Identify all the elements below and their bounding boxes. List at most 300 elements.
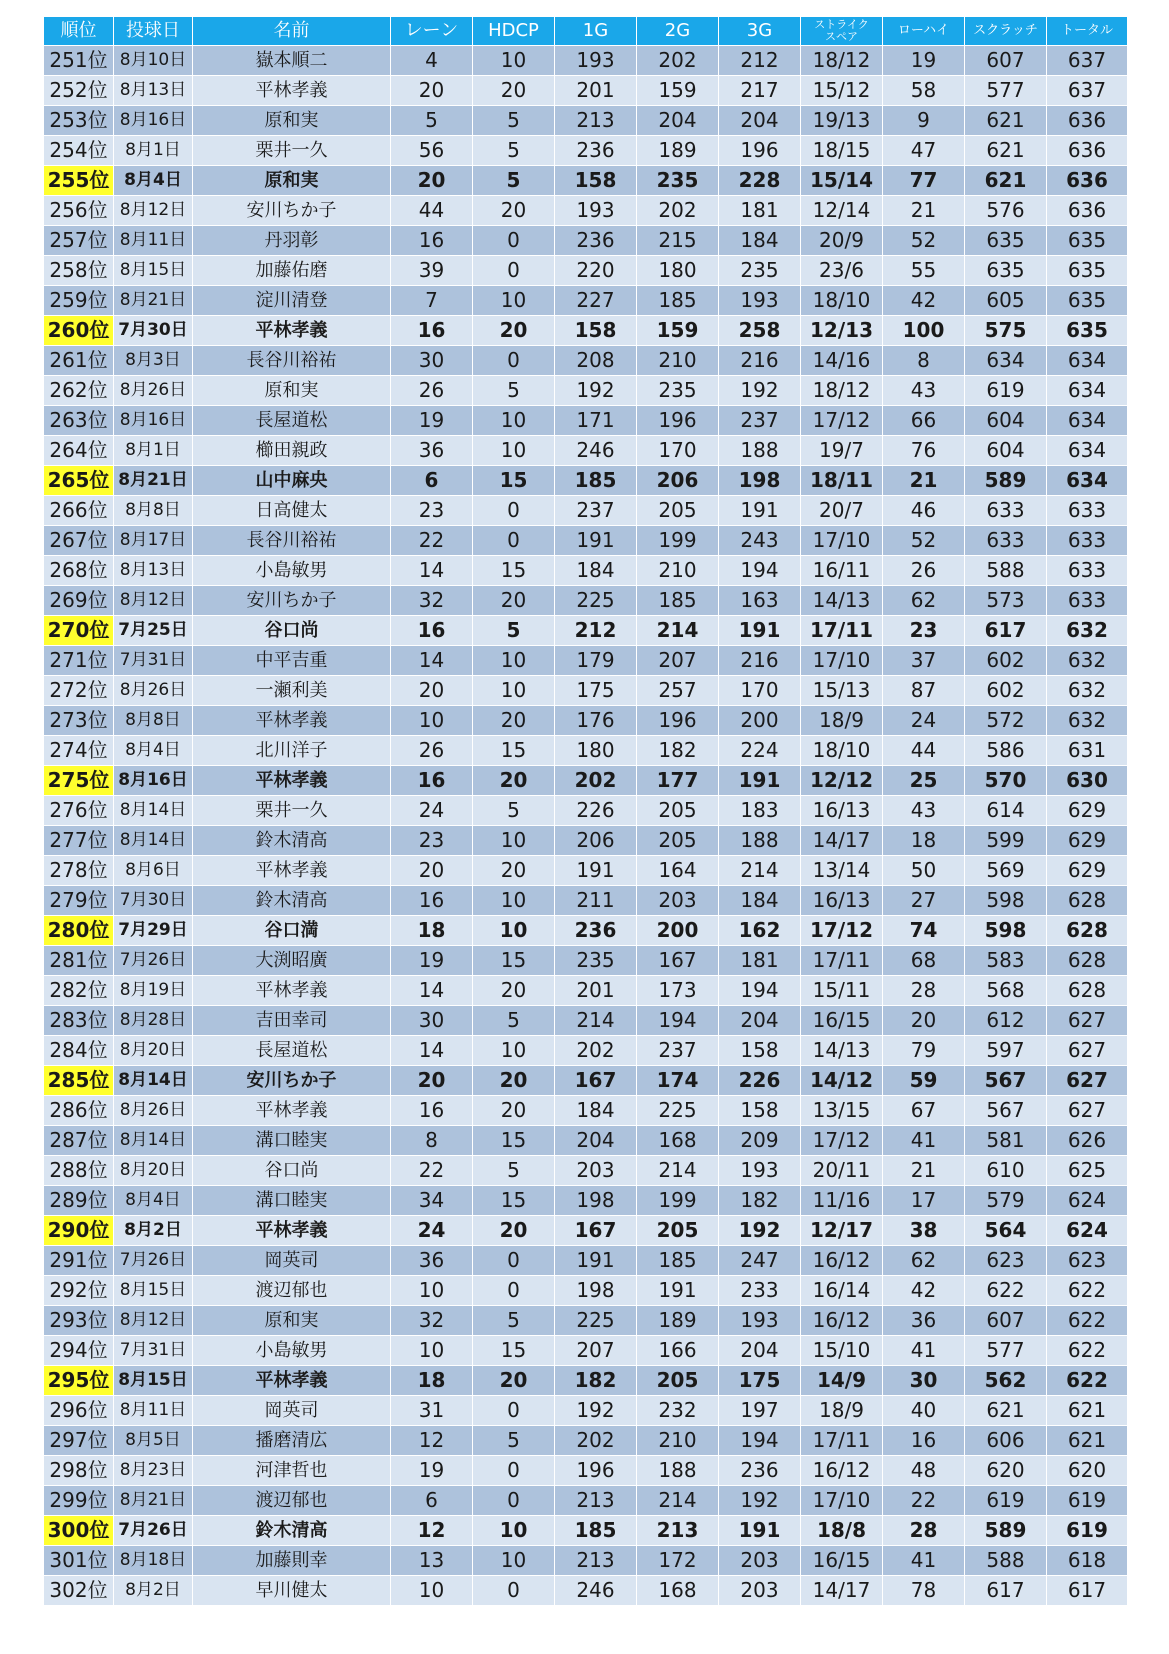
strike-spare-cell: 20/9 — [801, 226, 883, 256]
game2-cell: 185 — [637, 1246, 719, 1276]
game1-cell: 211 — [555, 886, 637, 916]
date-cell: 8月13日 — [114, 556, 193, 586]
low-high-cell: 52 — [883, 526, 965, 556]
hdcp-cell: 0 — [473, 526, 555, 556]
rank-cell: 279位 — [44, 886, 114, 916]
scratch-cell: 570 — [965, 766, 1047, 796]
scratch-cell: 617 — [965, 1576, 1047, 1606]
header-row — [44, 17, 1128, 46]
lane-cell: 14 — [391, 556, 473, 586]
total-cell: 629 — [1047, 796, 1128, 826]
rank-cell: 261位 — [44, 346, 114, 376]
rank-cell: 292位 — [44, 1276, 114, 1306]
lane-cell: 10 — [391, 1276, 473, 1306]
table-row — [44, 736, 1128, 766]
name-cell: 鈴木清高 — [193, 1516, 391, 1546]
low-high-cell: 47 — [883, 136, 965, 166]
game3-cell: 191 — [719, 766, 801, 796]
scratch-cell: 576 — [965, 196, 1047, 226]
scratch-cell: 589 — [965, 466, 1047, 496]
game3-cell: 196 — [719, 136, 801, 166]
low-high-cell: 21 — [883, 1156, 965, 1186]
name-cell: 栗井一久 — [193, 796, 391, 826]
scratch-cell: 567 — [965, 1096, 1047, 1126]
total-cell: 632 — [1047, 616, 1128, 646]
name-cell: 吉田幸司 — [193, 1006, 391, 1036]
table-row — [44, 1126, 1128, 1156]
total-cell: 632 — [1047, 706, 1128, 736]
date-cell: 8月14日 — [114, 826, 193, 856]
table-row — [44, 1066, 1128, 1096]
rank-cell: 267位 — [44, 526, 114, 556]
scratch-cell: 598 — [965, 916, 1047, 946]
game3-cell: 191 — [719, 616, 801, 646]
lane-cell: 34 — [391, 1186, 473, 1216]
game2-cell: 214 — [637, 1156, 719, 1186]
game3-cell: 228 — [719, 166, 801, 196]
date-cell: 8月8日 — [114, 706, 193, 736]
hdcp-cell: 5 — [473, 1006, 555, 1036]
low-high-cell: 40 — [883, 1396, 965, 1426]
name-cell: 北川洋子 — [193, 736, 391, 766]
game2-cell: 205 — [637, 1216, 719, 1246]
date-cell: 8月12日 — [114, 196, 193, 226]
table-row — [44, 1396, 1128, 1426]
total-cell: 634 — [1047, 436, 1128, 466]
game2-cell: 159 — [637, 316, 719, 346]
scratch-cell: 604 — [965, 436, 1047, 466]
strike-spare-cell: 18/9 — [801, 706, 883, 736]
header-lane: レーン — [391, 17, 473, 46]
hdcp-cell: 15 — [473, 466, 555, 496]
strike-spare-cell: 18/12 — [801, 46, 883, 76]
hdcp-cell: 0 — [473, 226, 555, 256]
table-row — [44, 826, 1128, 856]
name-cell: 岡英司 — [193, 1396, 391, 1426]
rank-cell: 270位 — [44, 616, 114, 646]
total-cell: 621 — [1047, 1396, 1128, 1426]
table-row — [44, 166, 1128, 196]
total-cell: 636 — [1047, 136, 1128, 166]
game2-cell: 202 — [637, 196, 719, 226]
hdcp-cell: 5 — [473, 136, 555, 166]
strike-spare-cell: 15/13 — [801, 676, 883, 706]
table-row — [44, 1276, 1128, 1306]
name-cell: 大渕昭廣 — [193, 946, 391, 976]
low-high-cell: 27 — [883, 886, 965, 916]
game3-cell: 233 — [719, 1276, 801, 1306]
lane-cell: 10 — [391, 706, 473, 736]
table-row — [44, 106, 1128, 136]
rank-cell: 251位 — [44, 46, 114, 76]
lane-cell: 8 — [391, 1126, 473, 1156]
header-strike-spare — [801, 17, 883, 46]
date-cell: 7月25日 — [114, 616, 193, 646]
scratch-cell: 564 — [965, 1216, 1047, 1246]
scratch-cell: 621 — [965, 106, 1047, 136]
low-high-cell: 21 — [883, 196, 965, 226]
scratch-cell: 622 — [965, 1276, 1047, 1306]
game2-cell: 180 — [637, 256, 719, 286]
date-cell: 8月26日 — [114, 376, 193, 406]
low-high-cell: 28 — [883, 976, 965, 1006]
rank-cell: 295位 — [44, 1366, 114, 1396]
total-cell: 631 — [1047, 736, 1128, 766]
low-high-cell: 22 — [883, 1486, 965, 1516]
strike-spare-cell: 18/12 — [801, 376, 883, 406]
table-row — [44, 616, 1128, 646]
rank-cell: 271位 — [44, 646, 114, 676]
table-row — [44, 316, 1128, 346]
game2-cell: 225 — [637, 1096, 719, 1126]
hdcp-cell: 0 — [473, 1276, 555, 1306]
game3-cell: 258 — [719, 316, 801, 346]
game1-cell: 191 — [555, 526, 637, 556]
date-cell: 8月11日 — [114, 226, 193, 256]
strike-spare-cell: 17/10 — [801, 1486, 883, 1516]
total-cell: 636 — [1047, 196, 1128, 226]
game2-cell: 237 — [637, 1036, 719, 1066]
total-cell: 619 — [1047, 1486, 1128, 1516]
lane-cell: 36 — [391, 436, 473, 466]
table-header — [44, 17, 1128, 46]
date-cell: 8月28日 — [114, 1006, 193, 1036]
total-cell: 629 — [1047, 826, 1128, 856]
name-cell: 平林孝義 — [193, 1366, 391, 1396]
name-cell: 小島敏男 — [193, 1336, 391, 1366]
hdcp-cell: 0 — [473, 1396, 555, 1426]
game1-cell: 171 — [555, 406, 637, 436]
game2-cell: 214 — [637, 1486, 719, 1516]
game1-cell: 196 — [555, 1456, 637, 1486]
table-row — [44, 346, 1128, 376]
hdcp-cell: 0 — [473, 496, 555, 526]
game1-cell: 182 — [555, 1366, 637, 1396]
hdcp-cell: 5 — [473, 106, 555, 136]
rank-cell: 283位 — [44, 1006, 114, 1036]
total-cell: 622 — [1047, 1306, 1128, 1336]
date-cell: 7月30日 — [114, 316, 193, 346]
game3-cell: 198 — [719, 466, 801, 496]
header-hdcp: HDCP — [473, 17, 555, 46]
table-row — [44, 946, 1128, 976]
rank-cell: 269位 — [44, 586, 114, 616]
game2-cell: 185 — [637, 286, 719, 316]
name-cell: 渡辺郁也 — [193, 1486, 391, 1516]
game3-cell: 224 — [719, 736, 801, 766]
date-cell: 8月13日 — [114, 76, 193, 106]
hdcp-cell: 15 — [473, 946, 555, 976]
low-high-cell: 67 — [883, 1096, 965, 1126]
game3-cell: 216 — [719, 346, 801, 376]
total-cell: 636 — [1047, 106, 1128, 136]
game2-cell: 167 — [637, 946, 719, 976]
total-cell: 635 — [1047, 226, 1128, 256]
name-cell: 小島敏男 — [193, 556, 391, 586]
game2-cell: 172 — [637, 1546, 719, 1576]
game2-cell: 214 — [637, 616, 719, 646]
game1-cell: 175 — [555, 676, 637, 706]
table-row — [44, 1036, 1128, 1066]
date-cell: 8月19日 — [114, 976, 193, 1006]
game2-cell: 202 — [637, 46, 719, 76]
low-high-cell: 62 — [883, 586, 965, 616]
hdcp-cell: 10 — [473, 886, 555, 916]
hdcp-cell: 15 — [473, 736, 555, 766]
game1-cell: 192 — [555, 1396, 637, 1426]
low-high-cell: 79 — [883, 1036, 965, 1066]
hdcp-cell: 15 — [473, 1336, 555, 1366]
name-cell: 原和実 — [193, 376, 391, 406]
table-row — [44, 676, 1128, 706]
strike-spare-cell: 17/12 — [801, 406, 883, 436]
game2-cell: 166 — [637, 1336, 719, 1366]
table-row — [44, 1186, 1128, 1216]
scratch-cell: 569 — [965, 856, 1047, 886]
table-row — [44, 1246, 1128, 1276]
date-cell: 8月26日 — [114, 676, 193, 706]
rank-cell: 277位 — [44, 826, 114, 856]
low-high-cell: 100 — [883, 316, 965, 346]
game2-cell: 189 — [637, 136, 719, 166]
game1-cell: 213 — [555, 106, 637, 136]
scratch-cell: 610 — [965, 1156, 1047, 1186]
lane-cell: 14 — [391, 646, 473, 676]
lane-cell: 10 — [391, 1576, 473, 1606]
total-cell: 637 — [1047, 76, 1128, 106]
game3-cell: 184 — [719, 886, 801, 916]
hdcp-cell: 20 — [473, 196, 555, 226]
game1-cell: 227 — [555, 286, 637, 316]
game1-cell: 191 — [555, 1246, 637, 1276]
rank-cell: 268位 — [44, 556, 114, 586]
rank-cell: 287位 — [44, 1126, 114, 1156]
name-cell: 長谷川裕祐 — [193, 526, 391, 556]
strike-spare-cell: 17/12 — [801, 916, 883, 946]
scratch-cell: 568 — [965, 976, 1047, 1006]
game1-cell: 225 — [555, 1306, 637, 1336]
table-row — [44, 196, 1128, 226]
lane-cell: 20 — [391, 76, 473, 106]
rank-cell: 264位 — [44, 436, 114, 466]
date-cell: 8月14日 — [114, 796, 193, 826]
low-high-cell: 62 — [883, 1246, 965, 1276]
table-row — [44, 1156, 1128, 1186]
date-cell: 8月4日 — [114, 736, 193, 766]
game1-cell: 176 — [555, 706, 637, 736]
game1-cell: 226 — [555, 796, 637, 826]
table-row — [44, 556, 1128, 586]
table-row — [44, 796, 1128, 826]
lane-cell: 16 — [391, 886, 473, 916]
game1-cell: 212 — [555, 616, 637, 646]
name-cell: 谷口尚 — [193, 616, 391, 646]
strike-spare-cell: 12/14 — [801, 196, 883, 226]
lane-cell: 6 — [391, 1486, 473, 1516]
rank-cell: 253位 — [44, 106, 114, 136]
strike-spare-cell: 20/11 — [801, 1156, 883, 1186]
game1-cell: 167 — [555, 1066, 637, 1096]
lane-cell: 56 — [391, 136, 473, 166]
scratch-cell: 619 — [965, 1486, 1047, 1516]
date-cell: 8月15日 — [114, 1366, 193, 1396]
hdcp-cell: 5 — [473, 376, 555, 406]
low-high-cell: 25 — [883, 766, 965, 796]
table-row — [44, 286, 1128, 316]
scratch-cell: 577 — [965, 76, 1047, 106]
scratch-cell: 621 — [965, 1396, 1047, 1426]
low-high-cell: 43 — [883, 796, 965, 826]
scratch-cell: 567 — [965, 1066, 1047, 1096]
total-cell: 635 — [1047, 256, 1128, 286]
low-high-cell: 20 — [883, 1006, 965, 1036]
strike-spare-cell: 18/8 — [801, 1516, 883, 1546]
hdcp-cell: 0 — [473, 1246, 555, 1276]
rank-cell: 263位 — [44, 406, 114, 436]
date-cell: 8月16日 — [114, 766, 193, 796]
strike-spare-cell: 19/7 — [801, 436, 883, 466]
game3-cell: 204 — [719, 1006, 801, 1036]
strike-spare-cell: 16/14 — [801, 1276, 883, 1306]
strike-spare-cell: 18/10 — [801, 286, 883, 316]
scratch-cell: 635 — [965, 256, 1047, 286]
name-cell: 安川ちか子 — [193, 196, 391, 226]
hdcp-cell: 20 — [473, 976, 555, 1006]
name-cell: 平林孝義 — [193, 316, 391, 346]
date-cell: 8月5日 — [114, 1426, 193, 1456]
low-high-cell: 30 — [883, 1366, 965, 1396]
rank-cell: 285位 — [44, 1066, 114, 1096]
strike-spare-cell: 16/15 — [801, 1546, 883, 1576]
lane-cell: 6 — [391, 466, 473, 496]
scratch-cell: 599 — [965, 826, 1047, 856]
lane-cell: 14 — [391, 1036, 473, 1066]
game1-cell: 158 — [555, 316, 637, 346]
game3-cell: 192 — [719, 1216, 801, 1246]
low-high-cell: 48 — [883, 1456, 965, 1486]
date-cell: 8月18日 — [114, 1546, 193, 1576]
low-high-cell: 68 — [883, 946, 965, 976]
date-cell: 8月4日 — [114, 166, 193, 196]
scratch-cell: 621 — [965, 166, 1047, 196]
ranking-table — [43, 16, 1128, 1606]
strike-spare-cell: 16/15 — [801, 1006, 883, 1036]
rank-cell: 257位 — [44, 226, 114, 256]
lane-cell: 13 — [391, 1546, 473, 1576]
total-cell: 627 — [1047, 1096, 1128, 1126]
name-cell: 平林孝義 — [193, 1216, 391, 1246]
total-cell: 633 — [1047, 496, 1128, 526]
header-rank: 順位 — [44, 17, 114, 46]
game3-cell: 204 — [719, 1336, 801, 1366]
table-row — [44, 466, 1128, 496]
table-row — [44, 766, 1128, 796]
scratch-cell: 605 — [965, 286, 1047, 316]
lane-cell: 24 — [391, 1216, 473, 1246]
game1-cell: 202 — [555, 1036, 637, 1066]
hdcp-cell: 10 — [473, 1036, 555, 1066]
game3-cell: 247 — [719, 1246, 801, 1276]
strike-spare-cell: 14/12 — [801, 1066, 883, 1096]
header-low-high: ローハイ — [883, 17, 965, 46]
rank-cell: 262位 — [44, 376, 114, 406]
low-high-cell: 18 — [883, 826, 965, 856]
total-cell: 633 — [1047, 526, 1128, 556]
low-high-cell: 55 — [883, 256, 965, 286]
strike-spare-cell: 13/14 — [801, 856, 883, 886]
rank-cell: 258位 — [44, 256, 114, 286]
strike-spare-cell: 15/14 — [801, 166, 883, 196]
hdcp-cell: 5 — [473, 1156, 555, 1186]
scratch-cell: 589 — [965, 1516, 1047, 1546]
game1-cell: 202 — [555, 766, 637, 796]
game3-cell: 243 — [719, 526, 801, 556]
total-cell: 632 — [1047, 646, 1128, 676]
rank-cell: 265位 — [44, 466, 114, 496]
scratch-cell: 588 — [965, 556, 1047, 586]
strike-spare-cell: 18/11 — [801, 466, 883, 496]
scratch-cell: 572 — [965, 706, 1047, 736]
low-high-cell: 23 — [883, 616, 965, 646]
total-cell: 634 — [1047, 376, 1128, 406]
rank-cell: 302位 — [44, 1576, 114, 1606]
game1-cell: 158 — [555, 166, 637, 196]
name-cell: 溝口睦実 — [193, 1126, 391, 1156]
low-high-cell: 43 — [883, 376, 965, 406]
low-high-cell: 87 — [883, 676, 965, 706]
lane-cell: 20 — [391, 676, 473, 706]
game1-cell: 193 — [555, 46, 637, 76]
game3-cell: 237 — [719, 406, 801, 436]
scratch-cell: 614 — [965, 796, 1047, 826]
lane-cell: 16 — [391, 316, 473, 346]
name-cell: 加藤則幸 — [193, 1546, 391, 1576]
table-row — [44, 406, 1128, 436]
table-row — [44, 706, 1128, 736]
low-high-cell: 8 — [883, 346, 965, 376]
game2-cell: 206 — [637, 466, 719, 496]
low-high-cell: 41 — [883, 1336, 965, 1366]
game1-cell: 201 — [555, 76, 637, 106]
game2-cell: 173 — [637, 976, 719, 1006]
rank-cell: 282位 — [44, 976, 114, 1006]
name-cell: 中平吉重 — [193, 646, 391, 676]
game2-cell: 159 — [637, 76, 719, 106]
low-high-cell: 37 — [883, 646, 965, 676]
strike-spare-cell: 17/11 — [801, 616, 883, 646]
name-cell: 河津哲也 — [193, 1456, 391, 1486]
rank-cell: 273位 — [44, 706, 114, 736]
total-cell: 624 — [1047, 1186, 1128, 1216]
name-cell: 平林孝義 — [193, 976, 391, 1006]
scratch-cell: 602 — [965, 646, 1047, 676]
hdcp-cell: 10 — [473, 1516, 555, 1546]
hdcp-cell: 20 — [473, 1066, 555, 1096]
game3-cell: 209 — [719, 1126, 801, 1156]
game2-cell: 204 — [637, 106, 719, 136]
total-cell: 622 — [1047, 1276, 1128, 1306]
strike-spare-cell: 14/16 — [801, 346, 883, 376]
lane-cell: 26 — [391, 376, 473, 406]
game1-cell: 203 — [555, 1156, 637, 1186]
hdcp-cell: 0 — [473, 1486, 555, 1516]
game3-cell: 182 — [719, 1186, 801, 1216]
total-cell: 626 — [1047, 1126, 1128, 1156]
scratch-cell: 583 — [965, 946, 1047, 976]
game2-cell: 257 — [637, 676, 719, 706]
table-row — [44, 136, 1128, 166]
total-cell: 619 — [1047, 1516, 1128, 1546]
